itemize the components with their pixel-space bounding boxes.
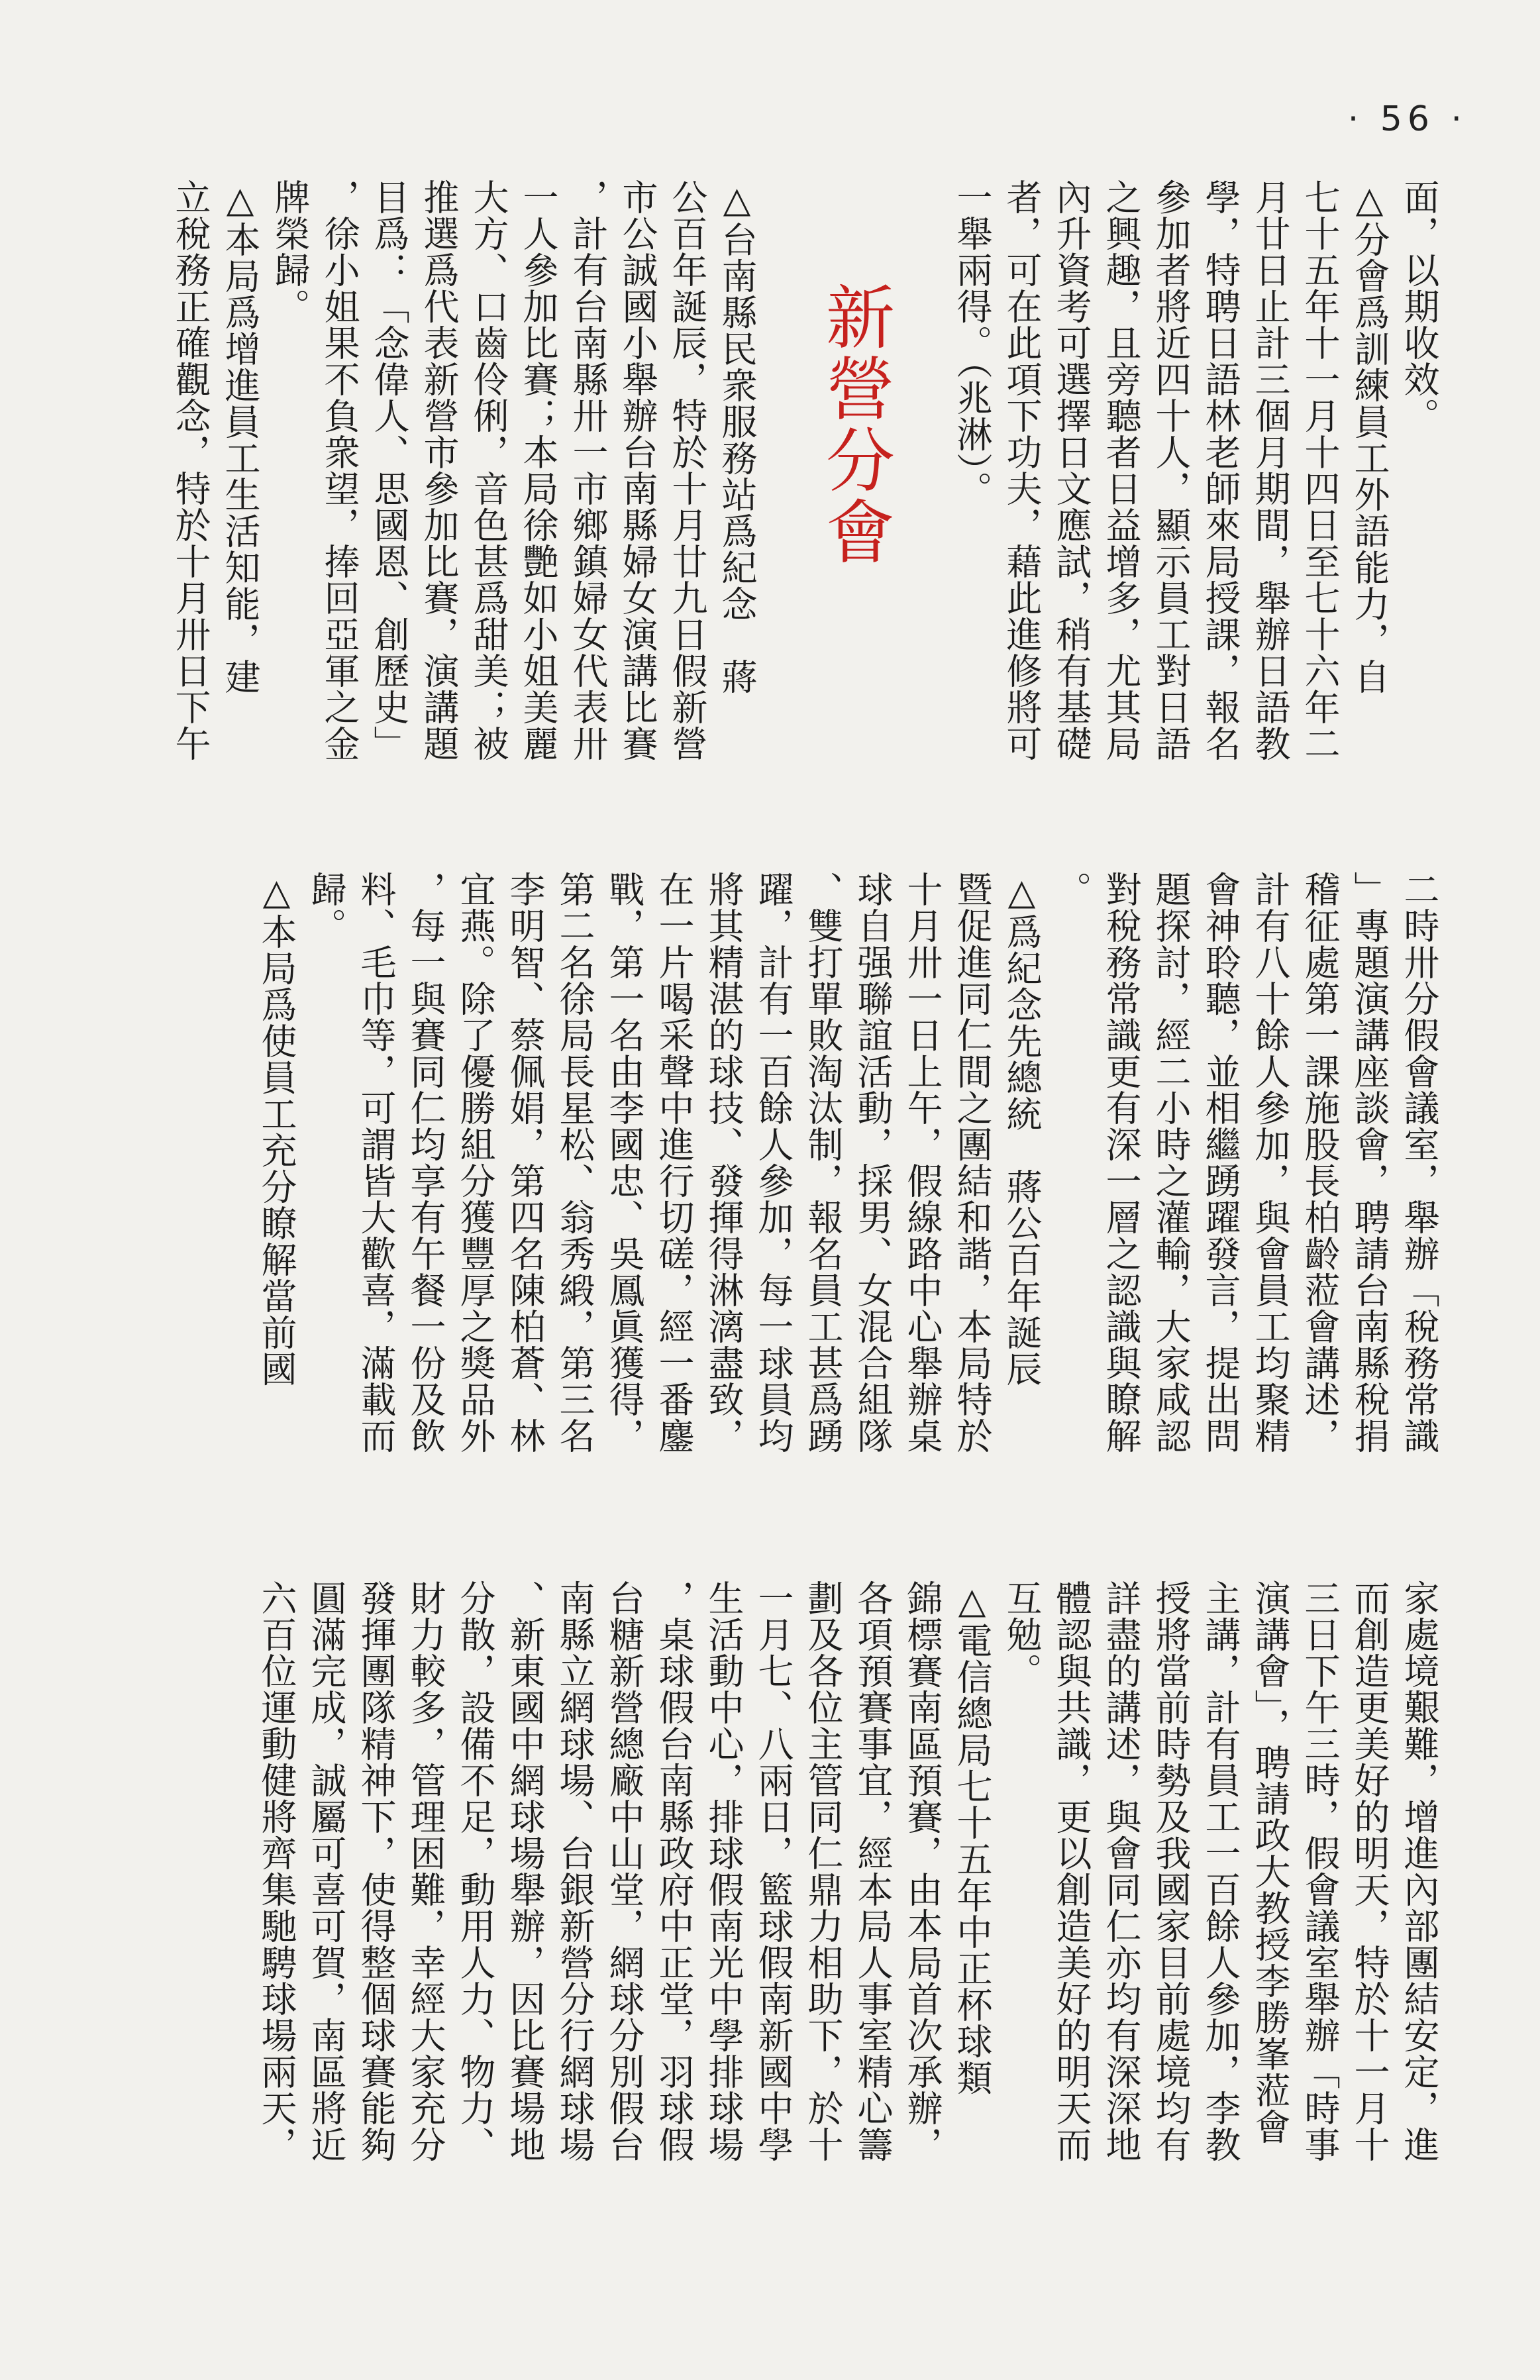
text-column: 球自强聯誼活動，採男、女混合組隊 bbox=[852, 871, 894, 1454]
text-column: 歸。 bbox=[305, 871, 347, 944]
text-column: 學，特聘日語林老師來局授課，報名 bbox=[1200, 179, 1241, 762]
text-column: 分散，設備不足，動用人力、物力、 bbox=[454, 1580, 496, 2163]
text-column: 料、毛巾等，可謂皆大歡喜，滿載而 bbox=[355, 871, 397, 1454]
text-column: 一舉兩得。（兆淋）。 bbox=[951, 179, 993, 507]
text-column: 李明智、蔡佩娟，第四名陳柏蒼、林 bbox=[504, 871, 546, 1454]
text-column: 劃及各位主管同仁鼎力相助下，於十 bbox=[802, 1580, 844, 2163]
text-column: 暨促進同仁間之團結和諧，本局特於 bbox=[951, 871, 993, 1454]
text-column: 生活動中心，排球假南光中學排球場 bbox=[703, 1580, 744, 2163]
text-column: 互勉。 bbox=[1001, 1580, 1043, 1689]
text-band-bottom bbox=[70, 1580, 1444, 2348]
text-column: 月廿日止計三個月期間，舉辦日語教 bbox=[1249, 179, 1291, 762]
text-column: 各項預賽事宜，經本局人事室精心籌 bbox=[852, 1580, 894, 2163]
text-column: 演講會」，聘請政大教授李勝峯蒞會 bbox=[1249, 1580, 1291, 2145]
text-column: 躍，計有一百餘人參加，每一球員均 bbox=[752, 871, 794, 1454]
text-column: 主講，計有員工一百餘人參加，李教 bbox=[1200, 1580, 1241, 2163]
text-column: 戰，第一名由李國忠、吳鳳眞獲得， bbox=[603, 871, 645, 1454]
text-column: 、新東國中網球場舉辦，因比賽場地 bbox=[504, 1580, 546, 2163]
text-column: 家處境艱難，增進內部團結安定，進 bbox=[1398, 1580, 1440, 2163]
text-column: 錦標賽南區預賽，由本局首次承辦， bbox=[901, 1580, 943, 2163]
text-column: 對稅務常識更有深一層之認識與瞭解 bbox=[1100, 871, 1142, 1454]
text-column: 六百位運動健將齊集馳騁球場兩天， bbox=[256, 1580, 297, 2163]
text-column: 將其精湛的球技、發揮得淋漓盡致， bbox=[703, 871, 744, 1454]
text-column: 大方、口齒伶俐，音色甚爲甜美；被 bbox=[468, 179, 509, 762]
text-column: 牌榮歸。 bbox=[269, 179, 311, 325]
text-column: 目爲：「念偉人、思國恩、創歷史」 bbox=[368, 179, 410, 762]
text-column: 稽征處第一課施股長柏齡蒞會講述， bbox=[1299, 871, 1341, 1454]
text-column: 台糖新營總廠中山堂，網球分別假台 bbox=[603, 1580, 645, 2163]
text-column: 面，以期收效。 bbox=[1398, 179, 1440, 434]
text-column: 推選爲代表新營市參加比賽，演講題 bbox=[418, 179, 460, 762]
text-column: 會神聆聽，並相繼踴躍發言，提出問 bbox=[1200, 871, 1241, 1454]
text-column: 一月七、八兩日，籃球假南新國中學 bbox=[752, 1580, 794, 2163]
text-column: 而創造更美好的明天，特於十一月十 bbox=[1349, 1580, 1390, 2163]
text-column: 三日下午三時，假會議室舉辦「時事 bbox=[1299, 1580, 1341, 2163]
text-column: 詳盡的講述，與會同仁亦均有深深地 bbox=[1100, 1580, 1142, 2163]
text-band-middle bbox=[70, 871, 1444, 1586]
text-column: 南縣立網球場、台銀新營分行網球場 bbox=[554, 1580, 595, 2163]
text-column: 題探討，經二小時之灌輸，大家咸認 bbox=[1150, 871, 1192, 1454]
text-column: 市公誠國小舉辦台南縣婦女演講比賽 bbox=[617, 179, 658, 762]
text-column: 宜燕。除了優勝組分獲豐厚之獎品外 bbox=[454, 871, 496, 1454]
text-column: ，每一與賽同仁均享有午餐一份及飲 bbox=[405, 871, 446, 1454]
text-column: △本局爲使員工充分瞭解當前國 bbox=[256, 871, 297, 1387]
text-column: 授將當前時勢及我國家目前處境均有 bbox=[1150, 1580, 1192, 2163]
text-column: △台南縣民衆服務站爲紀念 蔣 bbox=[716, 179, 758, 695]
text-column: ，桌球假台南縣政府中正堂，羽球假 bbox=[653, 1580, 695, 2163]
text-column: 之興趣，且旁聽者日益增多，尤其局 bbox=[1100, 179, 1142, 762]
text-column: 一人參加比賽；本局徐艷如小姐美麗 bbox=[517, 179, 559, 762]
text-column: 參加者將近四十人，顯示員工對日語 bbox=[1150, 179, 1192, 762]
section-heading: 新營分會 bbox=[814, 282, 895, 568]
text-column: 體認與共識，更以創造美好的明天而 bbox=[1051, 1580, 1092, 2163]
text-column: 圓滿完成，誠屬可喜可賀，南區將近 bbox=[305, 1580, 347, 2163]
text-column: △本局爲增進員工生活知能，建 bbox=[219, 179, 261, 695]
text-column: 發揮團隊精神下，使得整個球賽能夠 bbox=[355, 1580, 397, 2163]
text-column: △分會爲訓練員工外語能力，自 bbox=[1349, 179, 1390, 695]
text-column: 公百年誕辰，特於十月廿九日假新營 bbox=[666, 179, 708, 762]
text-column: ，計有台南縣卅一市鄉鎮婦女代表卅 bbox=[567, 179, 609, 762]
text-column: 七十五年十一月十四日至七十六年二 bbox=[1299, 179, 1341, 762]
page-number: · 56 · bbox=[1347, 99, 1467, 139]
text-column: 財力較多，管理困難，幸經大家充分 bbox=[405, 1580, 446, 2163]
text-column: △電信總局七十五年中正杯球類 bbox=[951, 1580, 993, 2096]
text-column: 二時卅分假會議室，舉辦「稅務常識 bbox=[1398, 871, 1440, 1454]
text-column: 。 bbox=[1051, 871, 1092, 907]
text-band-top bbox=[70, 179, 1444, 854]
text-column: 在一片喝采聲中進行切磋，經一番鏖 bbox=[653, 871, 695, 1454]
text-column: 內升資考可選擇日文應試，稍有基礎 bbox=[1051, 179, 1092, 762]
text-column: 計有八十餘人參加，與會員工均聚精 bbox=[1249, 871, 1291, 1454]
text-column: 立稅務正確觀念，特於十月卅日下午 bbox=[170, 179, 211, 762]
text-column: △爲紀念先總統 蔣公百年誕辰 bbox=[1001, 871, 1043, 1387]
text-column: 十月卅一日上午，假線路中心舉辦桌 bbox=[901, 871, 943, 1454]
text-column: ，徐小姐果不負衆望，捧回亞軍之金 bbox=[319, 179, 360, 762]
text-column: 第二名徐局長星松、翁秀緞，第三名 bbox=[554, 871, 595, 1454]
text-column: 、雙打單敗淘汰制，報名員工甚爲踴 bbox=[802, 871, 844, 1454]
text-column: 者，可在此項下功夫，藉此進修將可 bbox=[1001, 179, 1043, 762]
text-column: 」專題演講座談會，聘請台南縣稅捐 bbox=[1349, 871, 1390, 1454]
